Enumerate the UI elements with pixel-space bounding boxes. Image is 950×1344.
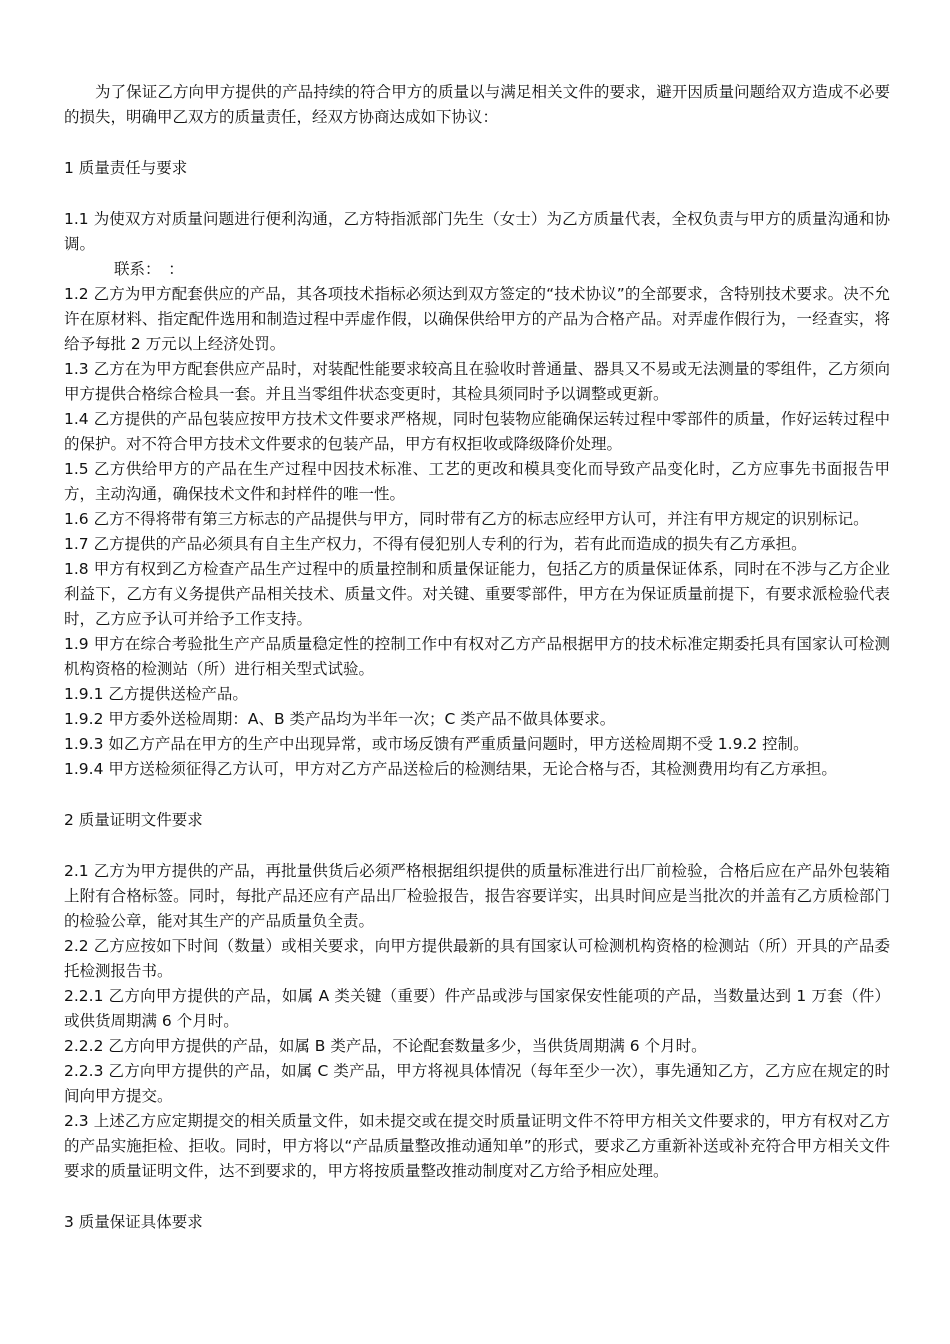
- clause-1-9: 1.9 甲方在综合考验批生产产品质量稳定性的控制工作中有权对乙方产品根据甲方的技术标准定期委托具有国家认可检测机构资格的检测站（所）进行相关型式试验。: [64, 635, 890, 678]
- clause-1-6: 1.6 乙方不得将带有第三方标志的产品提供与甲方，同时带有乙方的标志应经甲方认可，并注有甲方规定的识别标记。: [64, 510, 869, 528]
- intro-paragraph: 为了保证乙方向甲方提供的产品持续的符合甲方的质量以与满足相关文件的要求，避开因质量问题给双方造成不必要的损失，明确甲乙双方的质量责任，经双方协商达成如下协议：: [64, 83, 890, 126]
- clause-2-2-1: 2.2.1 乙方向甲方提供的产品，如属 A 类关键（重要）件产品或涉与国家保安性能项的产品，当数量达到 1 万套（件）或供货周期满 6 个月时。: [64, 987, 890, 1030]
- clause-1-9-3: 1.9.3 如乙方产品在甲方的生产中出现异常，或市场反馈有严重质量问题时，甲方送检周期不受 1.9.2 控制。: [64, 735, 809, 753]
- clause-1-2: 1.2 乙方为甲方配套供应的产品，其各项技术指标必须达到双方签定的“技术协议”的全部要求，含特别技术要求。决不允许在原材料、指定配件选用和制造过程中弄虚作假，以确保供给甲方的产品为合格产品。对弄虚作假行为，一经查实，将给予每批 2 万元以上经济处罚。: [64, 285, 890, 353]
- clause-1-3: 1.3 乙方在为甲方配套供应产品时，对装配性能要求较高且在验收时普通量、器具又不易或无法测量的零组件，乙方须向甲方提供合格综合检具一套。并且当零组件状态变更时，其检具须同时予以调整或更新。: [64, 360, 890, 403]
- clause-2-2-2: 2.2.2 乙方向甲方提供的产品，如属 B 类产品，不论配套数量多少，当供货周期满 6 个月时。: [64, 1037, 707, 1055]
- section-2-heading: 2 质量证明文件要求: [64, 811, 203, 829]
- clause-1-5: 1.5 乙方供给甲方的产品在生产过程中因技术标准、工艺的更改和模具变化而导致产品变化时，乙方应事先书面报告甲方，主动沟通，确保技术文件和封样件的唯一性。: [64, 460, 890, 503]
- clause-2-3: 2.3 上述乙方应定期提交的相关质量文件，如未提交或在提交时质量证明文件不符甲方相关文件要求的，甲方有权对乙方的产品实施拒检、拒收。同时，甲方将以“产品质量整改推动通知单”的形式，要求乙方重新补送或补充符合甲方相关文件要求的质量证明文件，达不到要求的，甲方将按质量整改推动制度对乙方给予相应处理。: [64, 1112, 890, 1180]
- clause-2-2: 2.2 乙方应按如下时间（数量）或相关要求，向甲方提供最新的具有国家认可检测机构资格的检测站（所）开具的产品委托检测报告书。: [64, 937, 890, 980]
- contact-line: 联系： ：: [114, 260, 184, 278]
- clause-2-2-3: 2.2.3 乙方向甲方提供的产品，如属 C 类产品，甲方将视具体情况（每年至少一次），事先通知乙方，乙方应在规定的时间向甲方提交。: [64, 1062, 890, 1105]
- clause-1-9-4: 1.9.4 甲方送检须征得乙方认可，甲方对乙方产品送检后的检测结果，无论合格与否，其检测费用均有乙方承担。: [64, 760, 837, 778]
- clause-1-9-1: 1.9.1 乙方提供送检产品。: [64, 685, 248, 703]
- clause-1-8: 1.8 甲方有权到乙方检查产品生产过程中的质量控制和质量保证能力，包括乙方的质量保证体系，同时在不涉与乙方企业利益下，乙方有义务提供产品相关技术、质量文件。对关键、重要零部件，甲方在为保证质量前提下，有要求派检验代表时，乙方应予认可并给予工作支持。: [64, 560, 890, 628]
- clause-1-1: 1.1 为使双方对质量问题进行便利沟通，乙方特指派部门先生（女士）为乙方质量代表，全权负责与甲方的质量沟通和协调。: [64, 210, 890, 253]
- section-3-heading: 3 质量保证具体要求: [64, 1213, 203, 1231]
- clause-1-4: 1.4 乙方提供的产品包装应按甲方技术文件要求严格规，同时包装物应能确保运转过程中零部件的质量，作好运转过程中的保护。对不符合甲方技术文件要求的包装产品，甲方有权拒收或降级降价处理。: [64, 410, 890, 453]
- clause-1-7: 1.7 乙方提供的产品必须具有自主生产权力，不得有侵犯别人专利的行为，若有此而造成的损失有乙方承担。: [64, 535, 807, 553]
- section-1-heading: 1 质量责任与要求: [64, 159, 188, 177]
- clause-1-9-2: 1.9.2 甲方委外送检周期：A、B 类产品均为半年一次；C 类产品不做具体要求。: [64, 710, 616, 728]
- clause-2-1: 2.1 乙方为甲方提供的产品，再批量供货后必须严格根据组织提供的质量标准进行出厂前检验，合格后应在产品外包装箱上附有合格标签。同时，每批产品还应有产品出厂检验报告，报告容要详实，出具时间应是当批次的并盖有乙方质检部门的检验公章，能对其生产的产品质量负全责。: [64, 862, 890, 930]
